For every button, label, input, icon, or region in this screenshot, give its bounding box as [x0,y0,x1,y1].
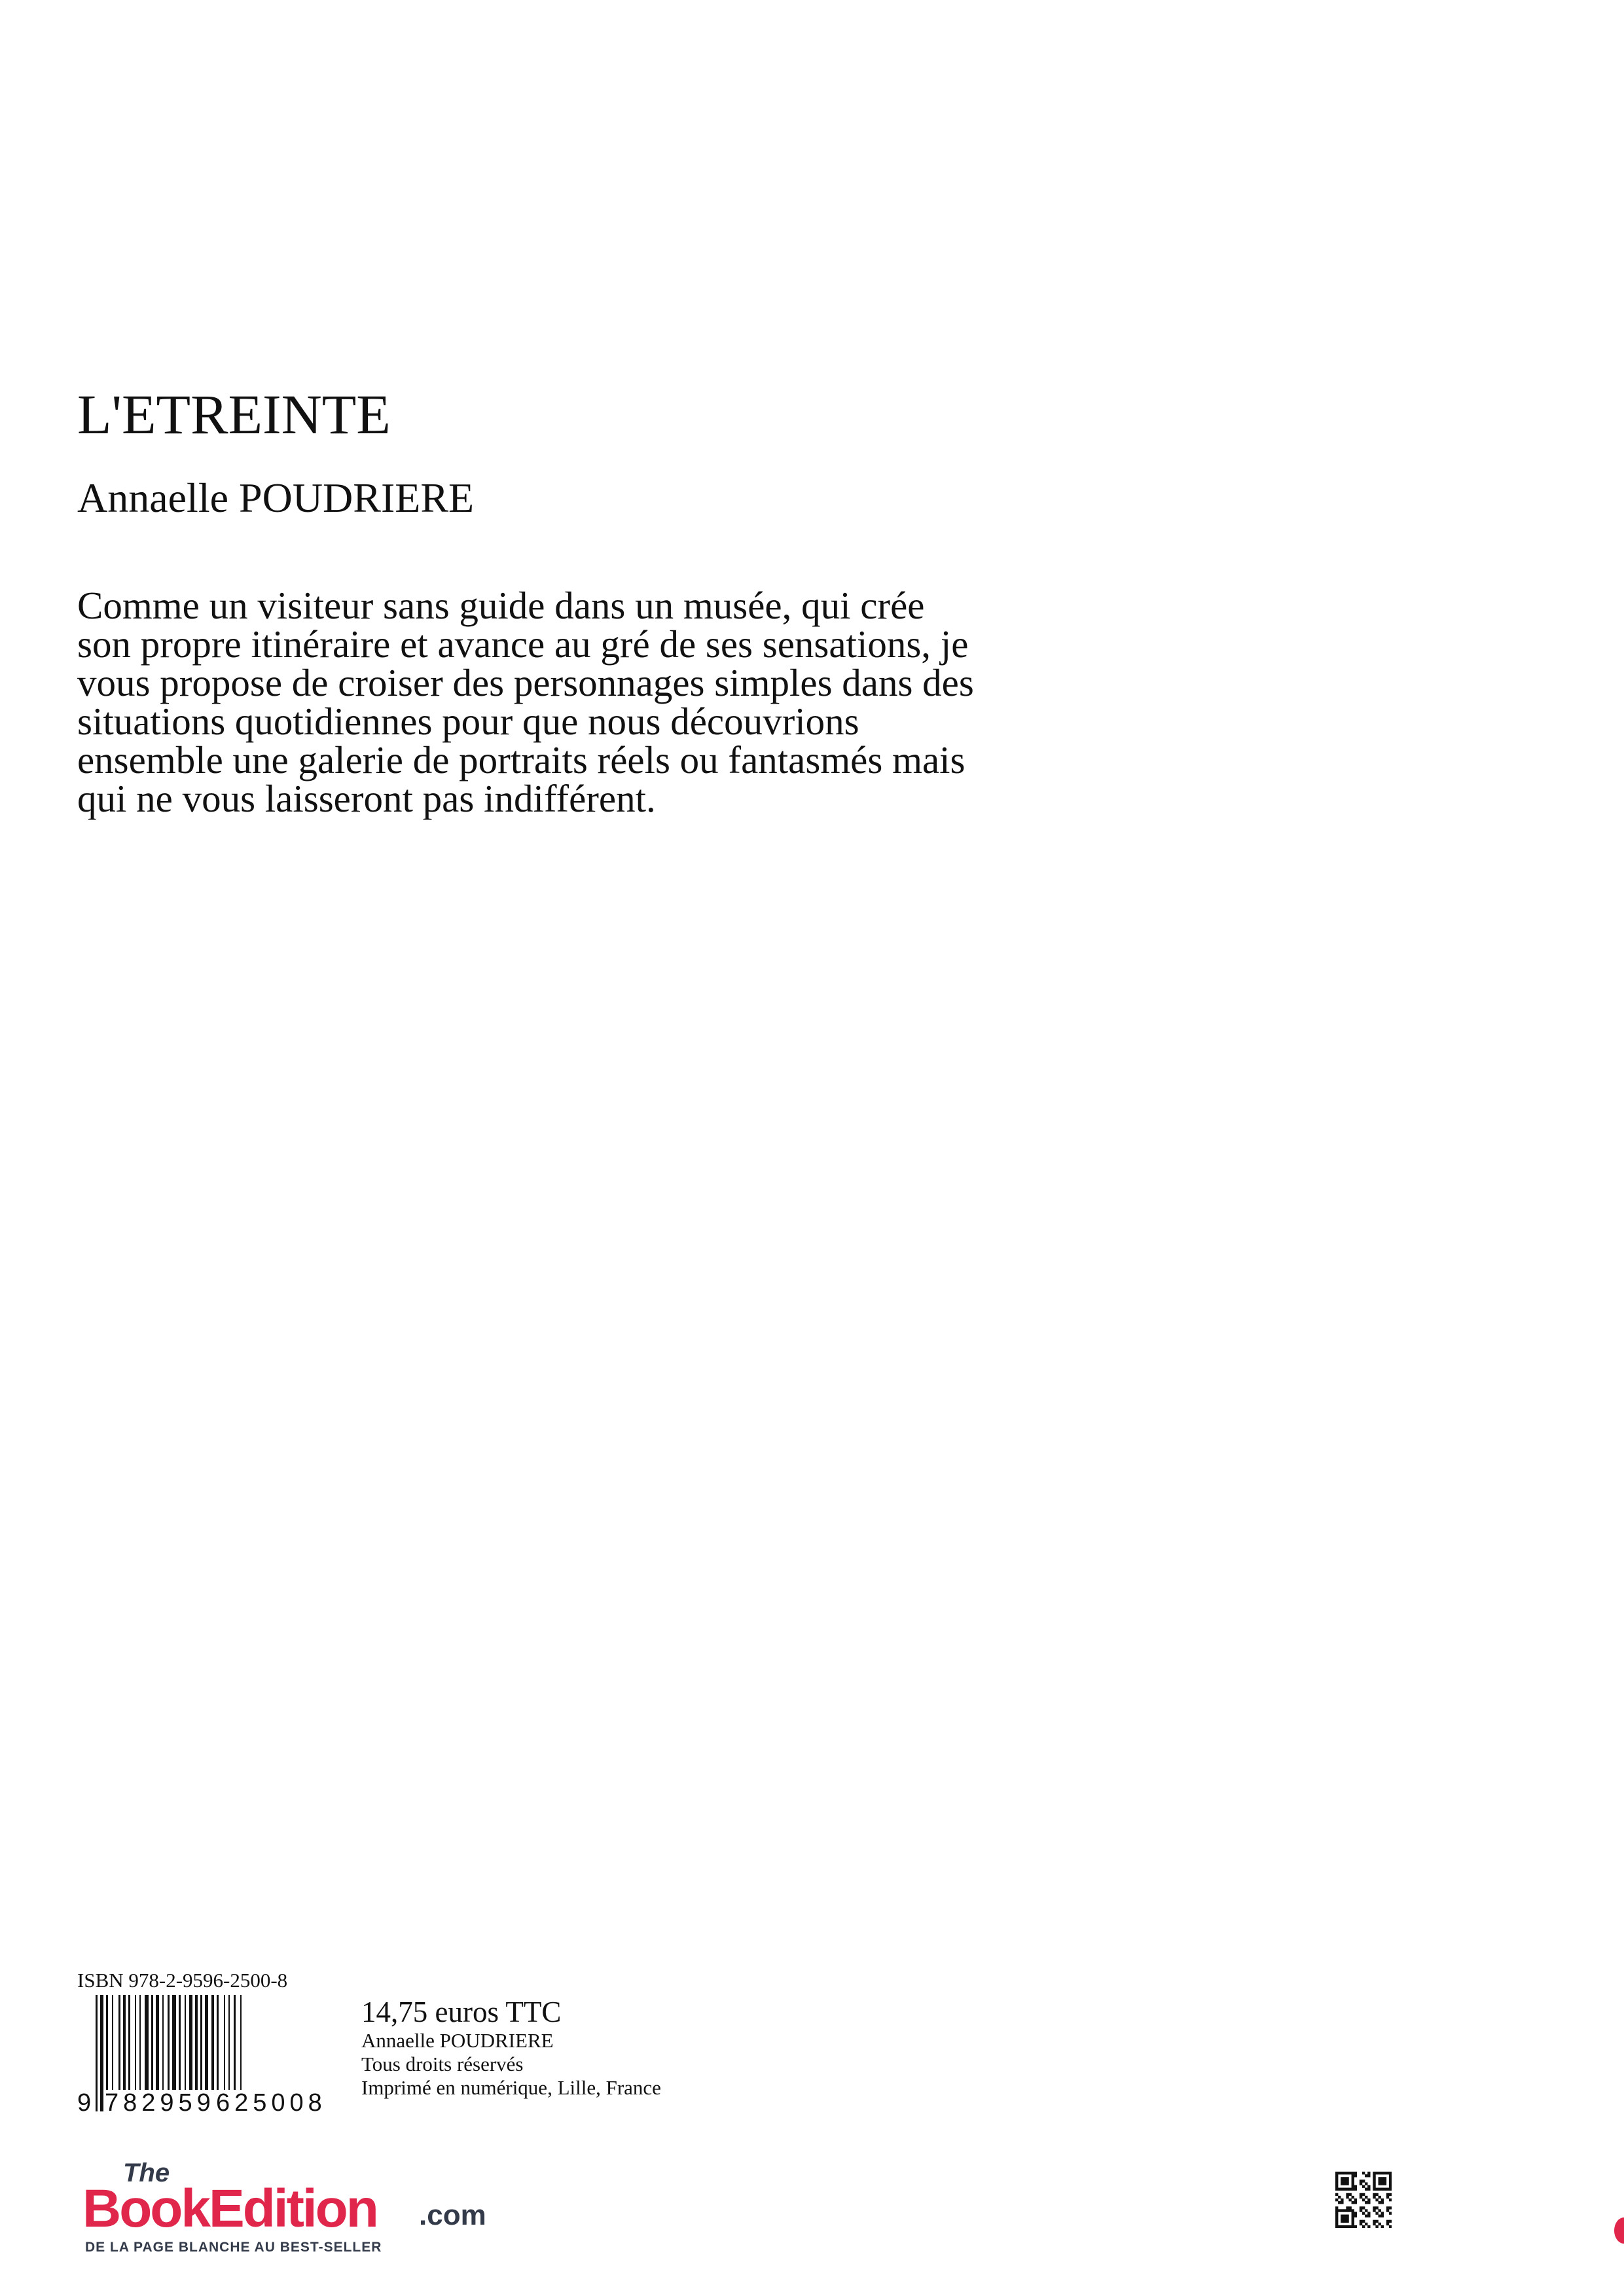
barcode-bar [224,1995,225,2093]
barcode-bar [205,1995,208,2093]
barcode-bar [228,1995,230,2093]
barcode-bar [135,1995,136,2093]
barcode-digit-first: 9 [77,2089,96,2117]
barcode-bar [168,1995,170,2093]
barcode-bar [200,1995,202,2093]
barcode-bar [156,1995,159,2093]
back-cover-blurb [77,586,1262,818]
book-title: L'ETREINTE [77,383,391,446]
barcode-bar [162,1995,164,2093]
barcode-bar [217,1995,219,2093]
barcode-bar [189,1995,192,2093]
logo-the-text: The [123,2159,170,2187]
publisher-logo [82,2159,486,2257]
blurb-line: ensemble une galerie de portraits réels ou fantasmés mais [77,738,965,781]
logo-slogan: DE LA PAGE BLANCHE AU BEST-SELLER [85,2240,382,2255]
barcode-bar [195,1995,198,2093]
imprint-author: Annaelle POUDRIERE [361,2029,554,2052]
blurb-line: son propre itinéraire et avance au gré de ses sensations, je [77,622,969,666]
barcode-bar [151,1995,153,2093]
barcode-bar [234,1995,236,2093]
barcode-bar [112,1995,113,2093]
barcode-bar [106,1995,108,2093]
barcode-bar [128,1995,130,2093]
blurb-line: situations quotidiennes pour que nous découvrions [77,700,859,743]
barcode-bar [123,1995,126,2093]
rights-notice: Tous droits réservés [361,2053,524,2075]
barcode-bar [179,1995,181,2093]
barcode-digits [77,2089,327,2117]
isbn-label: ISBN 978-2-9596-2500-8 [77,1969,288,1992]
barcode-digits-left: 782959 [105,2089,215,2117]
barcode-bar [118,1995,120,2093]
blurb-line: vous propose de croiser des personnages simples dans des [77,661,974,704]
isbn-barcode [77,1995,327,2117]
price: 14,75 euros TTC [361,1996,562,2028]
book-author: Annaelle POUDRIERE [77,475,475,521]
barcode-bar [139,1995,141,2093]
blurb-line: Comme un visiteur sans guide dans un musée, qui crée [77,584,925,627]
barcode-bar [211,1995,214,2093]
blurb-line: qui ne vous laisseront pas indifférent. [77,777,656,820]
logo-brand-text: BookEdition [82,2179,377,2238]
logo-domain-text: .com [419,2199,486,2231]
print-location: Imprimé en numérique, Lille, France [361,2076,661,2099]
barcode-bar [185,1995,186,2093]
edge-mark [1614,2217,1624,2244]
barcode-digits-right: 625008 [216,2089,327,2117]
barcode-bar [145,1995,149,2093]
qr-code-icon [1335,2172,1392,2228]
